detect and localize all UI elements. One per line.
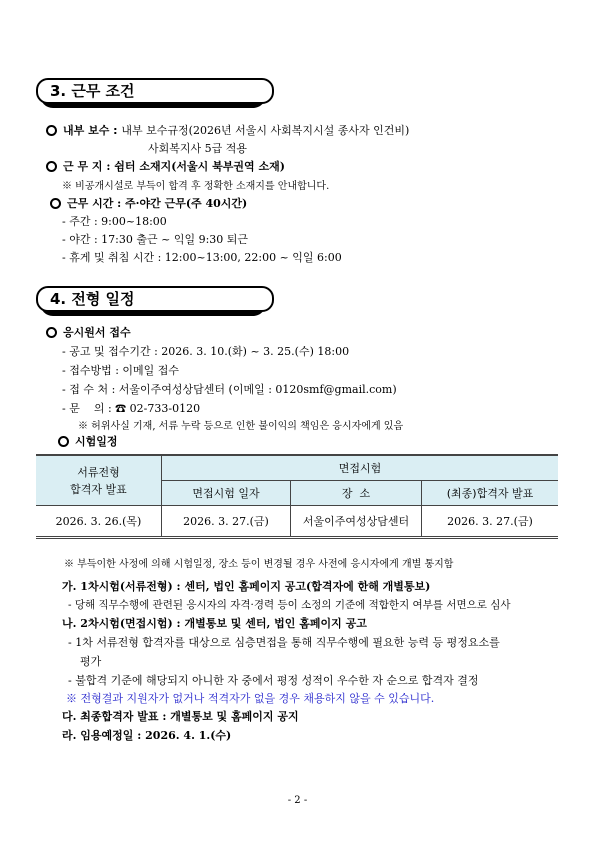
na-desc-2: - 불합격 기준에 해당되지 아니한 자 중에서 평정 성적이 우수한 자 순으로 합격자 결정 [68, 674, 479, 687]
table-cell: 2026. 3. 27.(금) [162, 506, 291, 538]
final-result-header: (최종)합격자 발표 [422, 481, 559, 506]
schedule-row [58, 433, 118, 449]
hours-item: - 휴게 및 취침 시간 : 12:00~13:00, 22:00 ~ 익일 6:00 [62, 251, 342, 264]
place-header: 장 소 [291, 481, 422, 506]
apply-title: 응시원서 접수 [63, 326, 131, 339]
section-4-title: 4. 전형 일정 [36, 286, 274, 312]
table-note: ※ 부득이한 사정에 의해 시험일정, 장소 등이 변경될 경우 사전에 응시자에게 개별 통지함 [64, 559, 454, 570]
table-cell: 서울이주여성상담센터 [291, 506, 422, 538]
interview-date-header: 면접시험 일자 [162, 481, 291, 506]
hours-item: - 주간 : 9:00~18:00 [62, 215, 167, 228]
apply-item: - 접 수 처 : 서울이주여성상담센터 (이메일 : 0120smf@gmail.com) [62, 383, 397, 396]
circle-bullet-icon [46, 125, 57, 136]
location-note: ※ 비공개시설로 부득이 합격 후 정확한 소재지를 안내합니다. [62, 181, 330, 192]
schedule-table [36, 454, 558, 539]
location-row [46, 158, 285, 174]
ra-title: 라. 임용예정일 : 2026. 4. 1.(수) [62, 729, 232, 742]
apply-item: - 접수방법 : 이메일 접수 [62, 364, 180, 377]
na-desc-1: - 1차 서류전형 합격자를 대상으로 심층면접을 통해 직무수행에 필요한 능력 등 평정요소를 [68, 636, 500, 649]
apply-note: ※ 허위사실 기재, 서류 누락 등으로 인한 불이익의 책임은 응시자에게 있음 [78, 421, 404, 432]
location-label: 근 무 지 : 쉼터 소재지(서울시 북부권역 소재) [63, 160, 285, 173]
pay-row [46, 122, 409, 138]
circle-bullet-icon [58, 436, 69, 447]
hours-label: 근무 시간 : 주·야간 근무(주 40시간) [67, 197, 248, 210]
pay-value: 내부 보수규정(2026년 서울시 사회복지시설 종사자 인건비) [121, 124, 410, 137]
section-3-heading [36, 78, 266, 108]
section-4-heading [36, 286, 266, 316]
na-title: 나. 2차시험(면접시험) : 개별통보 및 센터, 법인 홈페이지 공고 [62, 617, 367, 630]
ga-desc: - 당해 직무수행에 관련된 응시자의 자격·경력 등이 소정의 기준에 적합한지 여부를 서면으로 심사 [68, 599, 511, 611]
da-title: 다. 최종합격자 발표 : 개별통보 및 홈페이지 공지 [62, 710, 299, 723]
interview-header: 면접시험 [162, 455, 559, 481]
schedule-title: 시험일정 [75, 435, 118, 448]
apply-row [46, 324, 131, 340]
table-cell: 2026. 3. 26.(목) [36, 506, 162, 538]
apply-item: - 문 의 : ☎ 02-733-0120 [62, 402, 201, 415]
na-desc-1b: 평가 [80, 655, 102, 668]
circle-bullet-icon [50, 198, 61, 209]
apply-item: - 공고 및 접수기간 : 2026. 3. 10.(화) ~ 3. 25.(수) 18:00 [62, 345, 350, 358]
circle-bullet-icon [46, 161, 57, 172]
page-number: - 2 - [287, 795, 308, 806]
circle-bullet-icon [46, 327, 57, 338]
table-cell: 2026. 3. 27.(금) [422, 506, 559, 538]
pay-label: 내부 보수 : [63, 124, 118, 137]
pay-value-2: 사회복지사 5급 적용 [148, 142, 247, 155]
hours-row [50, 195, 247, 211]
ga-title: 가. 1차시험(서류전형) : 센터, 법인 홈페이지 공고(합격자에 한해 개별통보) [62, 580, 431, 593]
doc-result-header: 서류전형 합격자 발표 [36, 455, 162, 506]
hours-item: - 야간 : 17:30 출근 ~ 익일 9:30 퇴근 [62, 233, 249, 246]
section-3-title: 3. 근무 조건 [36, 78, 274, 104]
na-note: ※ 전형결과 지원자가 없거나 적격자가 없을 경우 채용하지 않을 수 있습니다. [66, 692, 435, 705]
